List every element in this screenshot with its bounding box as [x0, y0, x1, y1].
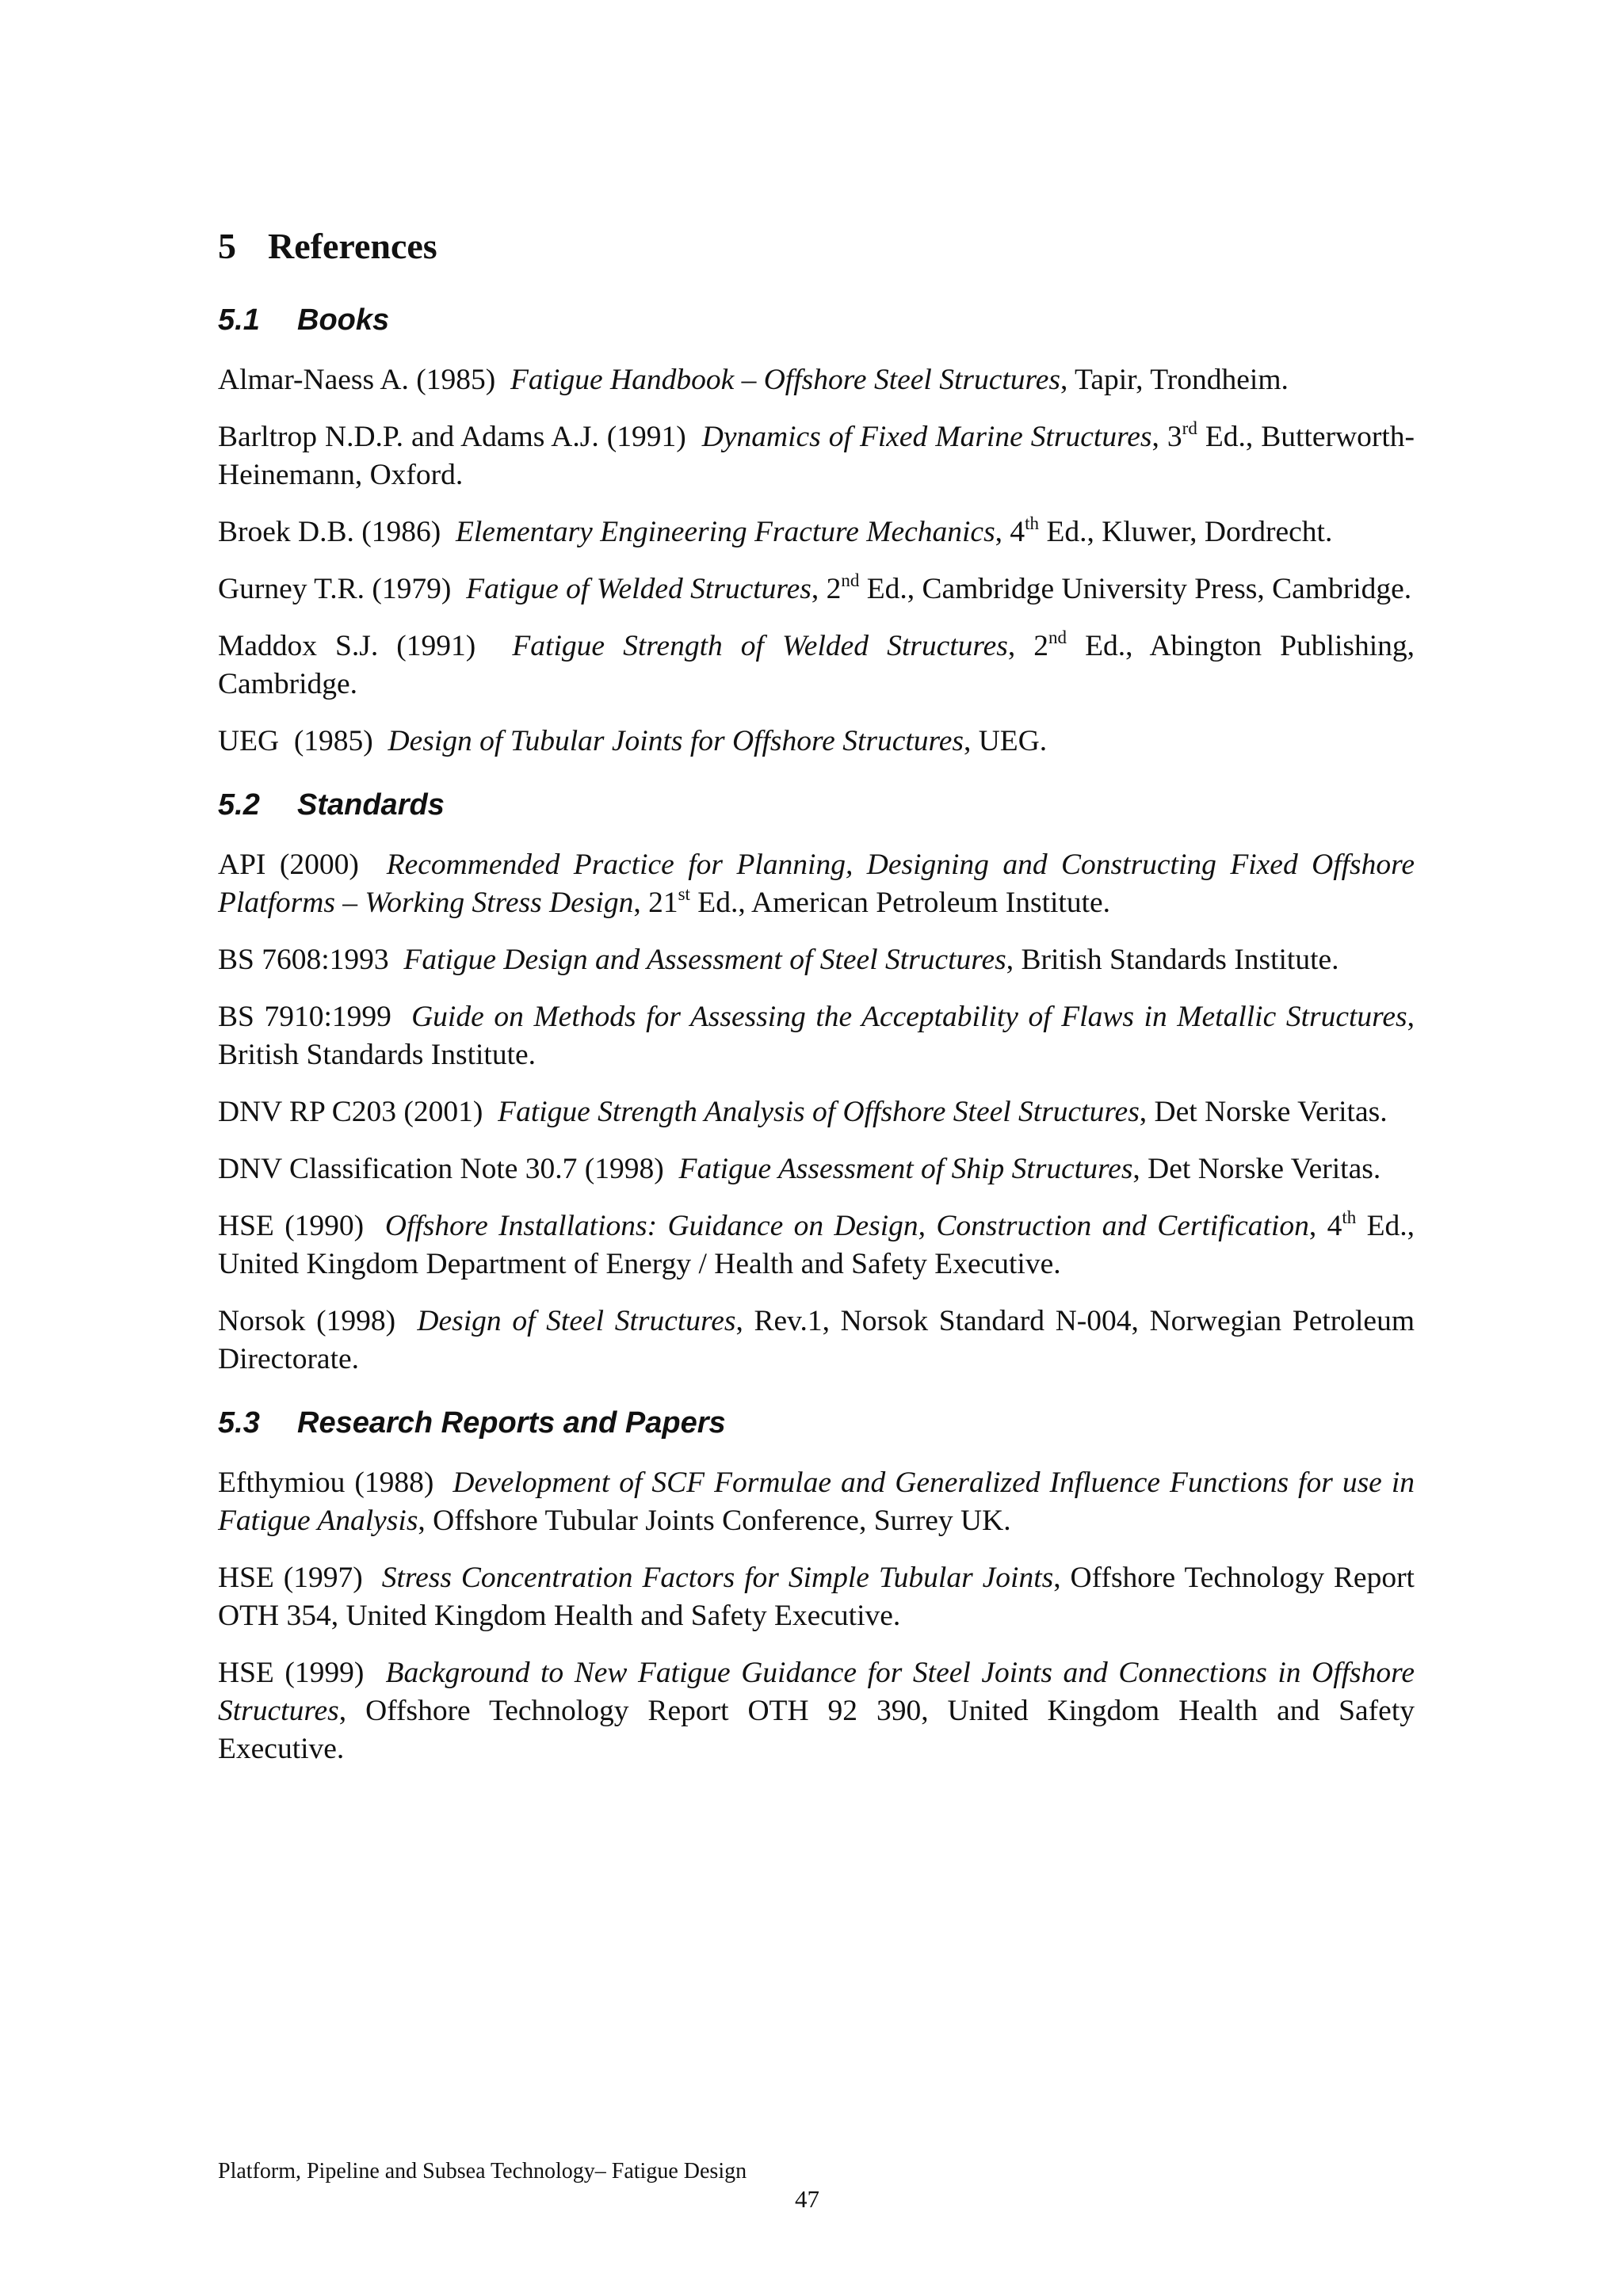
section-heading [218, 301, 1415, 339]
reference-title: Offshore Installations: Guidance on Design, Construction and Certification [384, 1210, 1309, 1242]
section-number: 5.2 [218, 788, 260, 822]
reference-title: Dynamics of Fixed Marine Structures [701, 421, 1152, 453]
reference-edition: , 3 [1151, 421, 1182, 453]
reference-title: Development of SCF Formulae and Generalized Influence Functions for use in Fatigue Analysis [218, 1466, 1415, 1537]
reference-entry [218, 846, 1415, 922]
reference-author-year: HSE (1990) [218, 1210, 385, 1242]
reference-author-year: BS 7910:1999 [218, 1001, 412, 1033]
reference-publisher: Ed., Kluwer, Dordrecht. [1039, 516, 1333, 548]
reference-author-year: Gurney T.R. (1979) [218, 573, 467, 605]
reference-author-year: Norsok (1998) [218, 1305, 418, 1337]
page-number: 47 [795, 2185, 819, 2213]
section-heading [218, 1404, 1415, 1442]
reference-edition-suffix: th [1342, 1207, 1357, 1227]
reference-publisher: , UEG. [963, 725, 1048, 757]
reference-entry [218, 418, 1415, 494]
reference-publisher: , British Standards Institute. [1006, 944, 1339, 976]
chapter-number: 5 [218, 226, 236, 266]
reference-title: Design of Steel Structures [417, 1305, 736, 1337]
reference-publisher: Ed., Abington Publishing, Cambridge. [218, 630, 1415, 700]
reference-edition-suffix: rd [1182, 418, 1197, 438]
reference-author-year: DNV Classification Note 30.7 (1998) [218, 1153, 679, 1185]
reference-title: Guide on Methods for Assessing the Acceptability of Flaws in Metallic Structures [411, 1001, 1407, 1033]
section-number: 5.3 [218, 1406, 260, 1440]
reference-entry [218, 1302, 1415, 1379]
reference-entry [218, 513, 1415, 551]
reference-author-year: UEG (1985) [218, 725, 388, 757]
reference-entry [218, 361, 1415, 399]
reference-edition-suffix: st [678, 884, 690, 904]
reference-publisher: , Tapir, Trondheim. [1060, 364, 1289, 396]
reference-entry [218, 1559, 1415, 1635]
reference-title: Fatigue Design and Assessment of Steel Structures [403, 944, 1006, 976]
reference-entry [218, 1150, 1415, 1188]
reference-author-year: API (2000) [218, 849, 387, 881]
reference-publisher: Ed., American Petroleum Institute. [689, 887, 1111, 919]
section-number: 5.1 [218, 303, 260, 337]
section-title: Books [297, 303, 390, 337]
reference-entry [218, 1093, 1415, 1131]
reference-title: Fatigue Handbook – Offshore Steel Structures [510, 364, 1060, 396]
reference-edition-suffix: th [1025, 513, 1040, 533]
reference-publisher: Ed., United Kingdom Department of Energy / Health and Safety Executive. [218, 1210, 1415, 1280]
reference-publisher: Ed., Butterworth-Heinemann, Oxford. [218, 421, 1415, 491]
reference-title: Fatigue Strength of Welded Structures [512, 630, 1008, 662]
reference-author-year: HSE (1999) [218, 1657, 386, 1689]
reference-title: Fatigue Assessment of Ship Structures [678, 1153, 1133, 1185]
document-page [218, 223, 1415, 1794]
reference-publisher: , Det Norske Veritas. [1132, 1153, 1381, 1185]
section-title: Standards [297, 788, 445, 822]
page-footer [218, 2158, 1415, 2214]
footer-text: Platform, Pipeline and Subsea Technology– Fatigue Design [218, 2159, 747, 2183]
reference-edition: , 4 [995, 516, 1025, 548]
chapter-title: References [268, 226, 437, 266]
reference-title: Fatigue of Welded Structures [466, 573, 812, 605]
reference-entry [218, 998, 1415, 1074]
reference-entry [218, 941, 1415, 979]
reference-publisher: , Det Norske Veritas. [1139, 1096, 1388, 1128]
reference-edition: , 4 [1308, 1210, 1342, 1242]
reference-author-year: Barltrop N.D.P. and Adams A.J. (1991) [218, 421, 702, 453]
section-heading [218, 786, 1415, 824]
reference-author-year: Broek D.B. (1986) [218, 516, 456, 548]
reference-author-year: Maddox S.J. (1991) [218, 630, 513, 662]
reference-entry [218, 627, 1415, 704]
section-title: Research Reports and Papers [297, 1406, 726, 1440]
reference-publisher: , Offshore Technology Report OTH 354, United Kingdom Health and Safety Executive. [218, 1562, 1415, 1632]
reference-title: Design of Tubular Joints for Offshore Structures [388, 725, 964, 757]
reference-edition-suffix: nd [841, 570, 860, 590]
reference-entry [218, 723, 1415, 761]
reference-title: Fatigue Strength Analysis of Offshore Steel Structures [498, 1096, 1140, 1128]
reference-author-year: HSE (1997) [218, 1562, 382, 1594]
reference-title: Recommended Practice for Planning, Designing and Constructing Fixed Offshore Platforms – Working Stress Design [218, 849, 1415, 919]
reference-title: Background to New Fatigue Guidance for Steel Joints and Connections in Offshore Structures [218, 1657, 1415, 1727]
reference-author-year: BS 7608:1993 [218, 944, 404, 976]
reference-title: Elementary Engineering Fracture Mechanics [455, 516, 995, 548]
reference-edition: , 21 [633, 887, 678, 919]
reference-edition: , 2 [1007, 630, 1049, 662]
references-body [218, 301, 1415, 1768]
chapter-heading [218, 223, 1415, 269]
reference-author-year: Efthymiou (1988) [218, 1466, 453, 1499]
reference-entry [218, 1654, 1415, 1768]
reference-publisher: , Offshore Technology Report OTH 92 390, United Kingdom Health and Safety Executive. [218, 1695, 1415, 1765]
reference-entry [218, 1464, 1415, 1540]
reference-publisher: , Rev.1, Norsok Standard N-004, Norwegian Petroleum Directorate. [218, 1305, 1415, 1375]
reference-edition-suffix: nd [1048, 627, 1067, 647]
reference-publisher: , Offshore Tubular Joints Conference, Surrey UK. [418, 1505, 1011, 1537]
reference-edition: , 2 [811, 573, 842, 605]
reference-entry [218, 1207, 1415, 1283]
reference-publisher: , British Standards Institute. [218, 1001, 1415, 1071]
reference-publisher: Ed., Cambridge University Press, Cambridge. [859, 573, 1412, 605]
reference-author-year: Almar-Naess A. (1985) [218, 364, 510, 396]
reference-entry [218, 570, 1415, 608]
reference-author-year: DNV RP C203 (2001) [218, 1096, 498, 1128]
reference-title: Stress Concentration Factors for Simple Tubular Joints [381, 1562, 1054, 1594]
